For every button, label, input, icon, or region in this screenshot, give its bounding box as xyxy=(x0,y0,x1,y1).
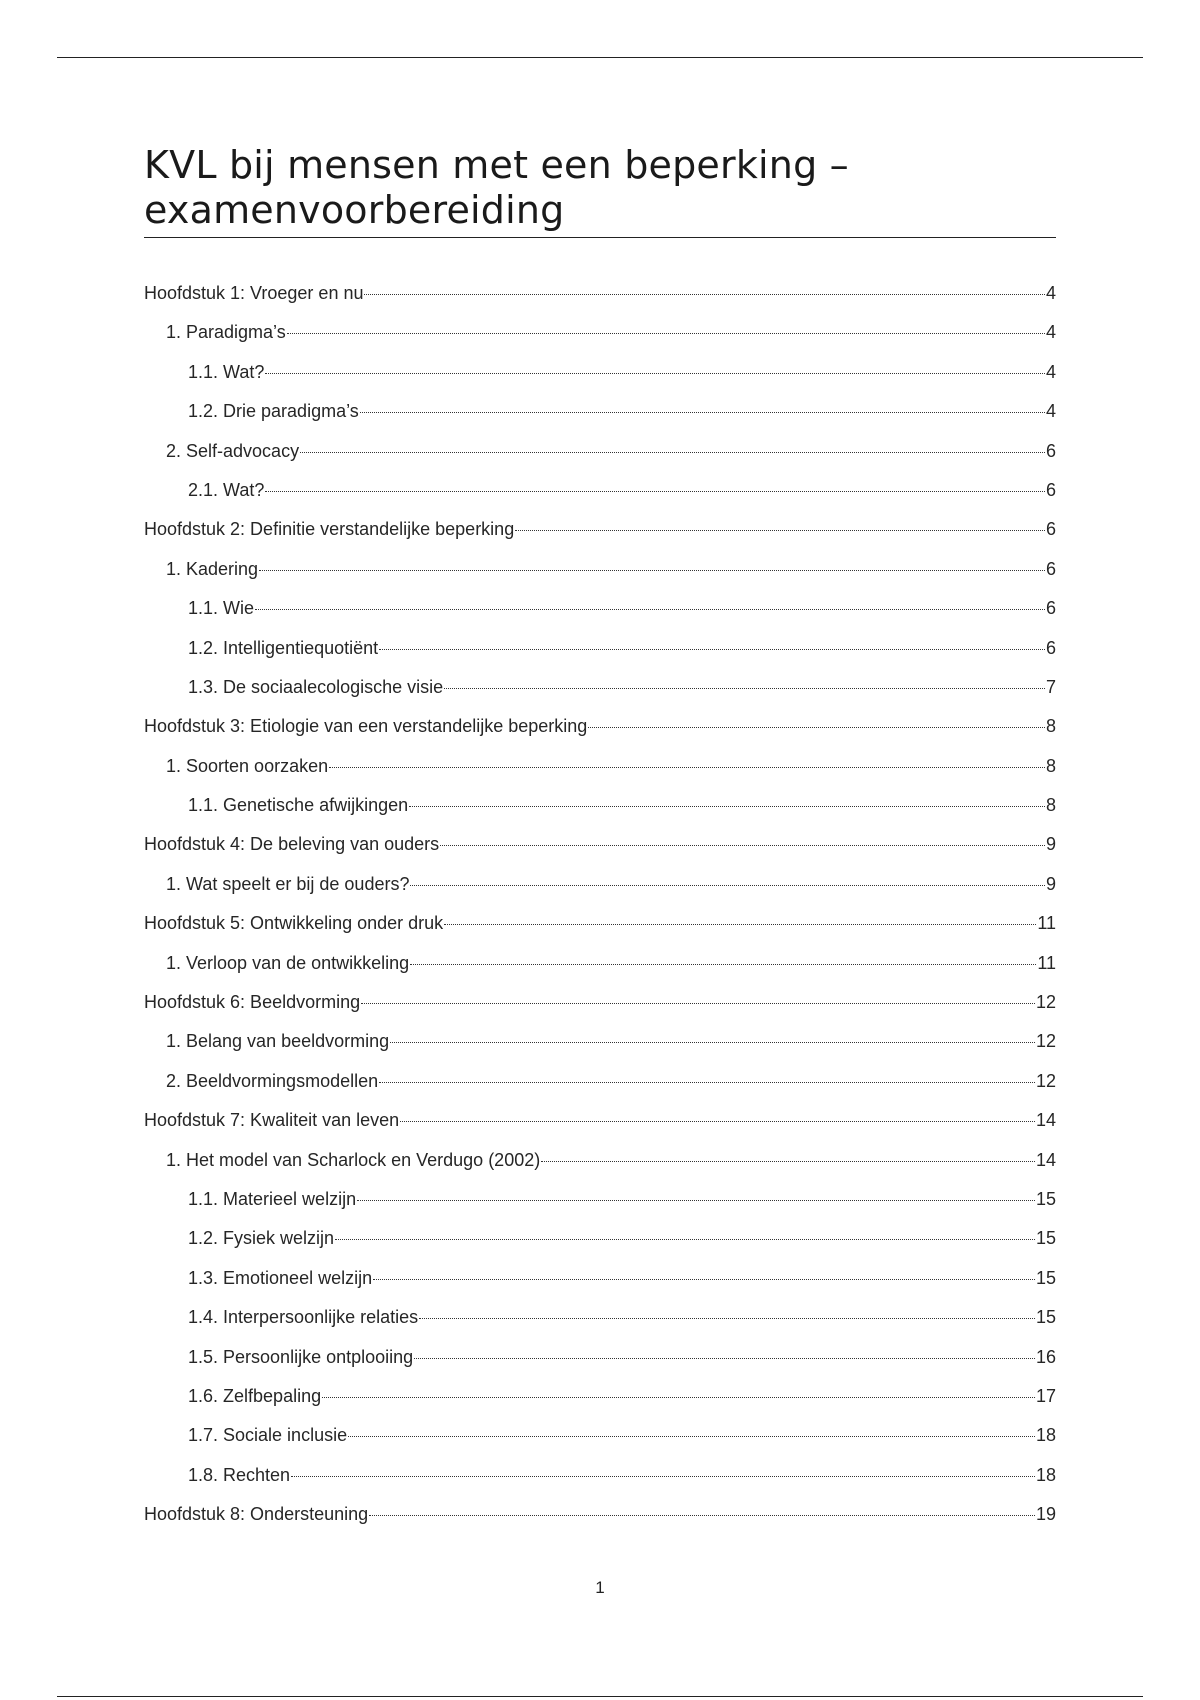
toc-dot-leader xyxy=(287,333,1045,334)
document-title-line-1: KVL bij mensen met een beperking – xyxy=(144,143,849,187)
toc-dot-leader xyxy=(409,806,1045,807)
toc-dot-leader xyxy=(379,649,1045,650)
toc-entry-page: 11 xyxy=(1037,913,1056,934)
toc-entry[interactable] xyxy=(144,874,1056,913)
toc-dot-leader xyxy=(390,1042,1035,1043)
toc-entry-label: 1.2. Intelligentiequotiënt xyxy=(188,637,379,658)
toc-entry-page: 12 xyxy=(1035,1070,1056,1091)
toc-entry-label: 1.8. Rechten xyxy=(188,1464,291,1485)
toc-entry-label: 1. Soorten oorzaken xyxy=(166,755,329,776)
toc-entry-page: 14 xyxy=(1035,1149,1056,1170)
table-of-contents xyxy=(144,283,1056,1544)
toc-entry-page: 12 xyxy=(1035,1031,1056,1052)
toc-entry-label: 2. Self-advocacy xyxy=(166,440,300,461)
toc-entry-label: 1. Kadering xyxy=(166,558,259,579)
toc-entry-page: 4 xyxy=(1045,283,1056,303)
toc-entry-page: 11 xyxy=(1037,952,1056,973)
toc-dot-leader xyxy=(400,1121,1035,1122)
toc-entry-label: 1.5. Persoonlijke ontplooiing xyxy=(188,1346,414,1367)
toc-entry[interactable] xyxy=(144,401,1056,440)
toc-dot-leader xyxy=(348,1436,1035,1437)
toc-dot-leader xyxy=(410,885,1045,886)
toc-entry-label: 1. Wat speelt er bij de ouders? xyxy=(166,873,410,894)
toc-dot-leader xyxy=(419,1318,1035,1319)
toc-entry[interactable] xyxy=(144,1228,1056,1267)
toc-dot-leader xyxy=(414,1358,1035,1359)
toc-entry[interactable] xyxy=(144,834,1056,873)
toc-entry-label: Hoofdstuk 2: Definitie verstandelijke beperking xyxy=(144,519,515,540)
toc-entry-page: 6 xyxy=(1045,558,1056,579)
toc-entry-page: 9 xyxy=(1045,834,1056,855)
toc-entry[interactable] xyxy=(144,1347,1056,1386)
toc-entry-label: 1.3. De sociaalecologische visie xyxy=(188,676,444,697)
toc-dot-leader xyxy=(541,1161,1035,1162)
toc-dot-leader xyxy=(259,570,1045,571)
toc-entry-label: Hoofdstuk 1: Vroeger en nu xyxy=(144,283,364,303)
toc-dot-leader xyxy=(300,452,1045,453)
toc-entry-label: 1.2. Drie paradigma’s xyxy=(188,401,359,422)
toc-entry-page: 8 xyxy=(1045,795,1056,816)
toc-entry-page: 6 xyxy=(1045,440,1056,461)
toc-entry-page: 4 xyxy=(1045,401,1056,422)
toc-entry-page: 16 xyxy=(1035,1346,1056,1367)
toc-entry[interactable] xyxy=(144,953,1056,992)
toc-entry-label: 1.2. Fysiek welzijn xyxy=(188,1228,335,1249)
document-title-line-2: examenvoorbereiding xyxy=(144,188,565,232)
document-title xyxy=(144,143,1056,233)
toc-entry-page: 12 xyxy=(1035,992,1056,1013)
page-top-rule xyxy=(57,57,1143,58)
toc-dot-leader xyxy=(255,609,1045,610)
toc-entry[interactable] xyxy=(144,1504,1056,1543)
toc-dot-leader xyxy=(357,1200,1035,1201)
toc-dot-leader xyxy=(369,1515,1035,1516)
toc-entry-page: 7 xyxy=(1045,676,1056,697)
toc-dot-leader xyxy=(440,845,1045,846)
toc-dot-leader xyxy=(335,1239,1035,1240)
toc-entry-label: 1.6. Zelfbepaling xyxy=(188,1385,322,1406)
toc-dot-leader xyxy=(444,688,1045,689)
toc-entry-label: 1. Belang van beeldvorming xyxy=(166,1031,390,1052)
toc-entry-page: 15 xyxy=(1035,1188,1056,1209)
toc-entry-label: 1. Verloop van de ontwikkeling xyxy=(166,952,410,973)
toc-entry[interactable] xyxy=(144,480,1056,519)
toc-dot-leader xyxy=(444,924,1036,925)
toc-entry-page: 6 xyxy=(1045,479,1056,500)
toc-entry[interactable] xyxy=(144,913,1056,952)
toc-entry-page: 15 xyxy=(1035,1228,1056,1249)
toc-entry-page: 9 xyxy=(1045,873,1056,894)
toc-dot-leader xyxy=(361,1003,1035,1004)
page-bottom-rule xyxy=(57,1696,1143,1697)
toc-entry[interactable] xyxy=(144,992,1056,1031)
toc-entry-label: Hoofdstuk 8: Ondersteuning xyxy=(144,1504,369,1525)
toc-entry-label: Hoofdstuk 5: Ontwikkeling onder druk xyxy=(144,913,444,934)
toc-entry-page: 4 xyxy=(1045,361,1056,382)
toc-entry[interactable] xyxy=(144,1307,1056,1346)
toc-dot-leader xyxy=(410,964,1036,965)
title-underline xyxy=(144,237,1056,238)
toc-entry-label: Hoofdstuk 6: Beeldvorming xyxy=(144,992,361,1013)
toc-entry[interactable] xyxy=(144,1031,1056,1070)
toc-dot-leader xyxy=(379,1082,1035,1083)
toc-dot-leader xyxy=(515,530,1045,531)
toc-dot-leader xyxy=(291,1476,1035,1477)
toc-entry-page: 18 xyxy=(1035,1464,1056,1485)
toc-entry-page: 6 xyxy=(1045,637,1056,658)
toc-entry-page: 6 xyxy=(1045,519,1056,540)
toc-dot-leader xyxy=(364,294,1045,295)
toc-entry-label: 1.1. Wie xyxy=(188,598,255,619)
toc-entry-page: 14 xyxy=(1035,1110,1056,1131)
toc-entry[interactable] xyxy=(144,677,1056,716)
toc-entry-page: 18 xyxy=(1035,1425,1056,1446)
toc-entry[interactable] xyxy=(144,519,1056,558)
toc-entry-page: 17 xyxy=(1035,1385,1056,1406)
toc-dot-leader xyxy=(329,767,1045,768)
toc-dot-leader xyxy=(360,412,1045,413)
toc-entry[interactable] xyxy=(144,1150,1056,1189)
toc-entry[interactable] xyxy=(144,598,1056,637)
toc-entry[interactable] xyxy=(144,638,1056,677)
toc-entry[interactable] xyxy=(144,283,1056,322)
toc-entry-label: 1. Het model van Scharlock en Verdugo (2002) xyxy=(166,1149,541,1170)
toc-entry[interactable] xyxy=(144,362,1056,401)
toc-entry[interactable] xyxy=(144,1465,1056,1504)
toc-dot-leader xyxy=(265,373,1045,374)
toc-entry-label: 1.1. Materieel welzijn xyxy=(188,1188,357,1209)
toc-entry-label: Hoofdstuk 3: Etiologie van een verstandelijke beperking xyxy=(144,716,588,737)
toc-entry-label: 1.4. Interpersoonlijke relaties xyxy=(188,1307,419,1328)
toc-entry[interactable] xyxy=(144,1071,1056,1110)
toc-entry-page: 8 xyxy=(1045,716,1056,737)
toc-entry-page: 15 xyxy=(1035,1307,1056,1328)
toc-entry[interactable] xyxy=(144,441,1056,480)
toc-entry[interactable] xyxy=(144,1110,1056,1149)
toc-entry-page: 4 xyxy=(1045,322,1056,343)
toc-entry-label: Hoofdstuk 4: De beleving van ouders xyxy=(144,834,440,855)
toc-dot-leader xyxy=(373,1279,1035,1280)
toc-entry[interactable] xyxy=(144,1189,1056,1228)
toc-entry-page: 19 xyxy=(1035,1504,1056,1525)
page-number: 1 xyxy=(595,1578,605,1597)
toc-entry-label: 2. Beeldvormingsmodellen xyxy=(166,1070,379,1091)
toc-entry-label: 1.1. Genetische afwijkingen xyxy=(188,795,409,816)
toc-entry-label: 2.1. Wat? xyxy=(188,479,265,500)
toc-entry-page: 15 xyxy=(1035,1267,1056,1288)
toc-entry[interactable] xyxy=(144,1386,1056,1425)
toc-entry[interactable] xyxy=(144,559,1056,598)
toc-entry[interactable] xyxy=(144,716,1056,755)
toc-entry[interactable] xyxy=(144,1425,1056,1464)
toc-entry-label: 1.3. Emotioneel welzijn xyxy=(188,1267,373,1288)
toc-entry-label: 1. Paradigma’s xyxy=(166,322,286,343)
toc-entry[interactable] xyxy=(144,322,1056,361)
toc-entry-label: 1.1. Wat? xyxy=(188,361,265,382)
toc-entry-label: 1.7. Sociale inclusie xyxy=(188,1425,348,1446)
toc-entry[interactable] xyxy=(144,795,1056,834)
toc-entry-label: Hoofdstuk 7: Kwaliteit van leven xyxy=(144,1110,400,1131)
toc-entry[interactable] xyxy=(144,1268,1056,1307)
toc-entry-page: 6 xyxy=(1045,598,1056,619)
toc-dot-leader xyxy=(588,727,1045,728)
toc-dot-leader xyxy=(265,491,1045,492)
toc-dot-leader xyxy=(322,1397,1035,1398)
toc-entry[interactable] xyxy=(144,756,1056,795)
toc-entry-page: 8 xyxy=(1045,755,1056,776)
